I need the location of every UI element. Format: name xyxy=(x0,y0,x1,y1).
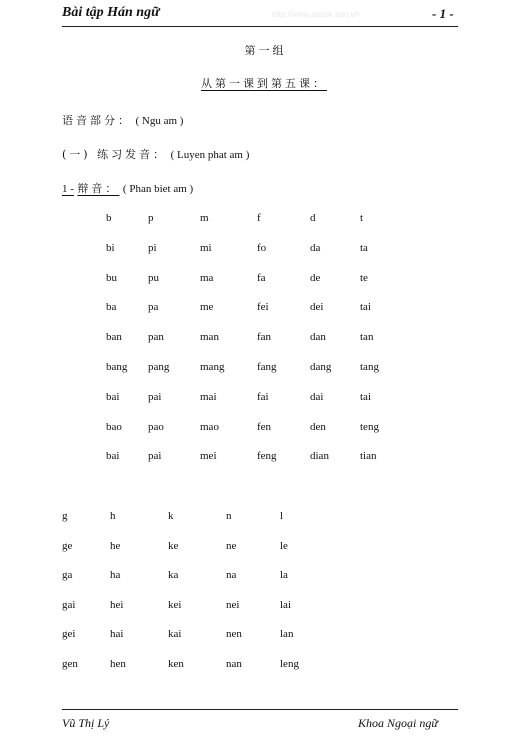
syllable-cell: dai xyxy=(310,390,324,403)
syllable-cell: tai xyxy=(360,390,371,403)
syllable-cell: mang xyxy=(200,361,225,373)
syllable-cell: tang xyxy=(360,361,379,373)
syllable-cell: t xyxy=(360,212,364,224)
syllable-cell: fang xyxy=(257,361,277,373)
header-watermark-url: http://www.ebook.edu.vn xyxy=(272,10,360,19)
syllable-cell: tai xyxy=(360,301,371,314)
syllable-cell: gei xyxy=(62,628,76,641)
syllable-cell: nan xyxy=(226,658,242,670)
syllable-cell: nen xyxy=(226,628,242,641)
syllable-cell: na xyxy=(226,569,237,582)
syllable-cell: bang xyxy=(106,361,128,373)
syllable-cell: me xyxy=(200,301,214,314)
syllable-cell: kei xyxy=(168,598,182,611)
syllable-cell: lan xyxy=(280,628,294,641)
syllable-cell: pang xyxy=(148,361,170,373)
syllable-cell: gai xyxy=(62,598,76,611)
syllable-cell: fei xyxy=(257,301,269,314)
distinguish-number: 1 - xyxy=(62,183,74,195)
practice-heading-vn: ( Luyen phat am ) xyxy=(170,149,250,161)
syllable-cell: la xyxy=(280,569,288,582)
syllable-cell: g xyxy=(62,510,68,522)
syllable-cell: p xyxy=(148,212,154,224)
distinguish-heading xyxy=(62,180,193,196)
syllable-cell: pa xyxy=(148,301,159,314)
syllable-cell: ma xyxy=(200,271,214,284)
syllable-cell: nei xyxy=(226,598,240,611)
syllable-cell: ne xyxy=(226,539,237,552)
syllable-cell: gen xyxy=(62,658,78,670)
syllable-cell: mi xyxy=(200,241,212,254)
syllable-cell: leng xyxy=(280,658,299,670)
syllable-cell: ga xyxy=(62,569,73,582)
syllable-cell: dan xyxy=(310,331,326,344)
footer-author: Vũ Thị Lý xyxy=(62,716,110,730)
phonetics-heading-vn: ( Ngu am ) xyxy=(135,115,184,127)
header-title: Bài tập Hán ngữ xyxy=(62,5,160,20)
footer-rule xyxy=(62,709,458,710)
syllable-cell: ba xyxy=(106,301,117,314)
syllable-cell: h xyxy=(110,510,116,522)
syllable-cell: hai xyxy=(110,628,124,641)
syllable-cell: kai xyxy=(168,628,182,641)
phonetics-heading-zh: 语音部分： xyxy=(62,114,132,127)
distinguish-heading-zh: 辩音： xyxy=(77,182,120,195)
syllable-cell: fa xyxy=(257,271,266,284)
syllable-cell: mai xyxy=(200,390,217,403)
syllable-cell: dian xyxy=(310,450,329,463)
syllable-cell: den xyxy=(310,420,326,433)
header-rule xyxy=(62,26,458,27)
practice-heading xyxy=(62,146,249,162)
syllable-cell: dei xyxy=(310,301,324,314)
syllable-cell: ke xyxy=(168,539,179,552)
syllable-cell: pao xyxy=(148,420,164,433)
syllable-cell: teng xyxy=(360,420,379,433)
syllable-cell: pai xyxy=(148,450,162,463)
distinguish-heading-vn: ( Phan biet am ) xyxy=(122,183,194,195)
syllable-cell: d xyxy=(310,212,316,224)
syllable-cell: fo xyxy=(257,241,267,254)
syllable-cell: bi xyxy=(106,241,115,254)
syllable-cell: bu xyxy=(106,271,117,284)
syllable-cell: dang xyxy=(310,361,332,373)
syllable-cell: f xyxy=(257,212,261,224)
syllable-cell: lai xyxy=(280,598,291,611)
syllable-cell: ka xyxy=(168,569,179,582)
syllable-cell: pan xyxy=(148,331,164,344)
group-title: 第一组 xyxy=(244,44,287,57)
footer-department: Khoa Ngoại ngữ xyxy=(358,716,438,730)
phonetics-heading xyxy=(62,112,183,128)
syllable-cell: m xyxy=(200,212,209,224)
syllable-cell: fai xyxy=(257,390,269,403)
syllable-cell: bai xyxy=(106,450,120,463)
syllable-cell: ban xyxy=(106,331,122,344)
syllable-cell: ge xyxy=(62,539,73,552)
syllable-cell: de xyxy=(310,271,321,284)
practice-heading-zh: (一) 练习发音： xyxy=(62,148,168,161)
syllable-cell: k xyxy=(168,510,174,522)
syllable-cell: fan xyxy=(257,331,272,344)
syllable-cell: he xyxy=(110,539,121,552)
syllable-cell: tian xyxy=(360,450,377,463)
syllable-cell: tan xyxy=(360,331,374,344)
syllable-cell: da xyxy=(310,241,321,254)
syllable-cell: hei xyxy=(110,598,124,611)
lesson-title: 从第一课到第五课： xyxy=(201,77,327,90)
syllable-cell: feng xyxy=(257,450,277,463)
syllable-cell: pi xyxy=(148,241,157,254)
page-number: - 1 - xyxy=(432,6,454,21)
syllable-cell: ken xyxy=(168,658,184,670)
syllable-cell: le xyxy=(280,539,288,552)
syllable-cell: ta xyxy=(360,241,368,254)
syllable-cell: b xyxy=(106,212,112,224)
syllable-cell: te xyxy=(360,271,368,284)
syllable-cell: pu xyxy=(148,271,159,284)
syllable-cell: mao xyxy=(200,420,219,433)
syllable-cell: pai xyxy=(148,390,162,403)
syllable-cell: bai xyxy=(106,390,120,403)
syllable-cell: man xyxy=(200,331,219,344)
syllable-cell: hen xyxy=(110,658,126,670)
syllable-cell: mei xyxy=(200,450,217,463)
syllable-cell: bao xyxy=(106,420,122,433)
syllable-cell: ha xyxy=(110,569,121,582)
syllable-cell: n xyxy=(226,510,232,522)
syllable-cell: fen xyxy=(257,420,272,433)
syllable-cell: l xyxy=(280,510,284,522)
